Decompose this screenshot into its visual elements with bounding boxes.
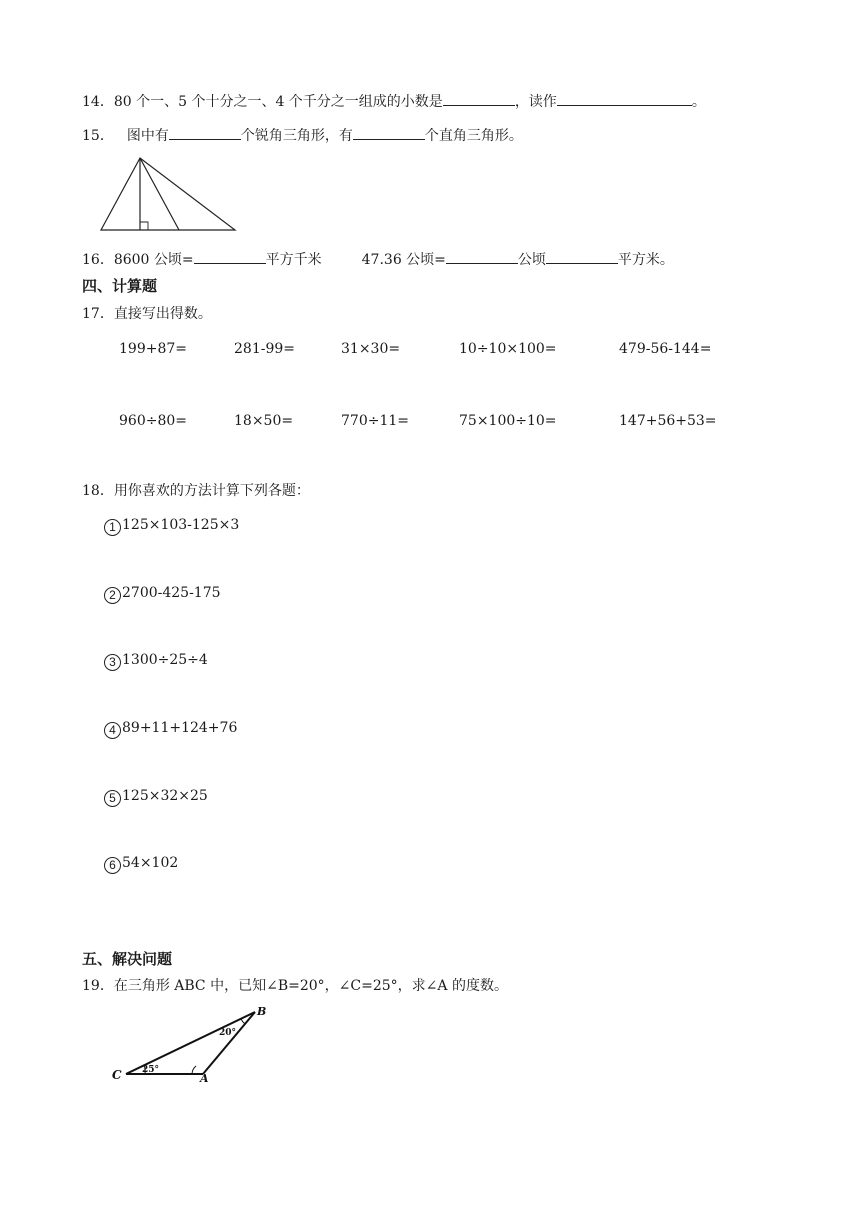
calc-item: 31×30= [341, 341, 401, 357]
problem-item [104, 854, 178, 874]
problem-item [104, 787, 208, 807]
question-text: 8600 公顷= [113, 252, 194, 268]
question-14 [82, 91, 706, 111]
section-heading: 四、计算题 [82, 277, 158, 295]
question-15 [82, 125, 523, 145]
question-text: 平方千米 [265, 252, 322, 268]
question-text: 80 个一、5 个十分之一、4 个千分之一组成的小数是 [113, 94, 443, 110]
calc-item: 770÷11= [341, 413, 409, 429]
calc-item: 75×100÷10= [459, 413, 557, 429]
question-number: 15． [82, 128, 114, 144]
question-text: 图中有 [126, 128, 169, 144]
calc-item: 281-99= [234, 341, 295, 357]
angle-label-c: 25° [142, 1065, 160, 1075]
question-number: 14． [82, 94, 114, 110]
question-text: 个直角三角形。 [424, 128, 523, 144]
question-19 [82, 977, 508, 995]
calc-item: 147+56+53= [619, 413, 717, 429]
question-number: 19． [82, 978, 114, 994]
question-text: ，读作 [514, 94, 557, 110]
vertex-label-a: A [200, 1072, 209, 1084]
question-text: 直接写出得数。 [113, 306, 212, 322]
calc-item: 479-56-144= [619, 341, 712, 357]
problem-expression: 54×102 [122, 855, 179, 871]
question-text: 47.36 公顷= [361, 252, 446, 268]
circled-number: 3 [104, 654, 121, 671]
question-17 [82, 305, 212, 323]
vertex-label-b: B [257, 1005, 267, 1018]
section-heading: 五、解决问题 [82, 950, 173, 968]
problem-expression: 2700-425-175 [122, 585, 221, 601]
question-text: 用你喜欢的方法计算下列各题： [113, 483, 310, 499]
vertex-label-c: C [112, 1068, 122, 1082]
problem-expression: 125×103-125×3 [122, 517, 240, 533]
circled-number: 6 [104, 857, 121, 874]
problem-item [104, 651, 208, 671]
triangle-figure [98, 154, 238, 234]
question-18 [82, 482, 310, 500]
question-16 [82, 249, 674, 269]
circled-number: 2 [104, 587, 121, 604]
question-text: 平方米。 [617, 252, 674, 268]
answer-blank[interactable] [194, 249, 266, 264]
problem-item [104, 584, 221, 604]
question-text: 。 [691, 94, 706, 110]
circled-number: 5 [104, 790, 121, 807]
question-text: 在三角形 ABC 中，已知∠B=20°，∠C=25°，求∠A 的度数。 [113, 978, 508, 994]
problem-expression: 1300÷25÷4 [122, 652, 208, 668]
calc-item: 960÷80= [119, 413, 187, 429]
problem-expression: 89+11+124+76 [122, 720, 238, 736]
calc-item: 10÷10×100= [459, 341, 557, 357]
question-number: 17． [82, 306, 114, 322]
circled-number: 4 [104, 722, 121, 739]
answer-blank[interactable] [169, 125, 241, 140]
triangle-abc-figure [108, 1002, 273, 1084]
angle-label-b: 20° [219, 1028, 237, 1038]
answer-blank[interactable] [446, 249, 518, 264]
calc-item: 18×50= [234, 413, 294, 429]
question-text: 公顷 [517, 252, 546, 268]
calc-item: 199+87= [119, 341, 187, 357]
answer-blank[interactable] [546, 249, 618, 264]
problem-expression: 125×32×25 [122, 788, 208, 804]
answer-blank[interactable] [353, 125, 425, 140]
answer-blank[interactable] [557, 91, 692, 106]
problem-item [104, 516, 239, 536]
answer-blank[interactable] [443, 91, 515, 106]
circled-number: 1 [104, 519, 121, 536]
question-number: 18． [82, 483, 114, 499]
question-number: 16． [82, 252, 114, 268]
question-text: 个锐角三角形，有 [240, 128, 353, 144]
problem-item [104, 719, 237, 739]
